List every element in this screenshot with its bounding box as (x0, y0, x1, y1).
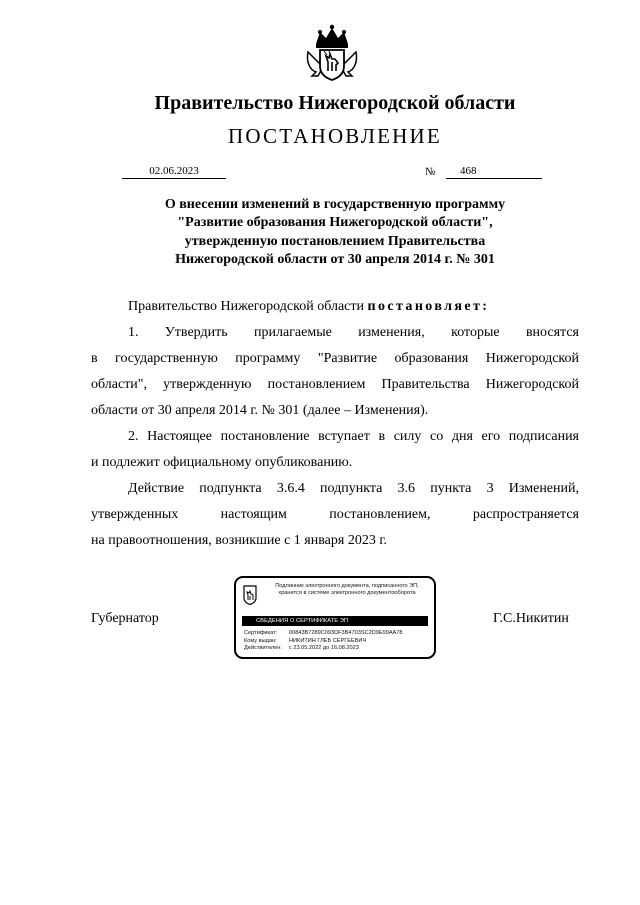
paragraph-line: и подлежит официальному опубликованию. (91, 455, 353, 470)
document-number: 468 (460, 165, 477, 177)
preamble-text: Правительство Нижегородской области (128, 299, 368, 314)
issued-label: Кому выдан: (244, 637, 277, 644)
cert-label: Сертификат: (244, 630, 278, 636)
coat-of-arms-emblem (302, 22, 362, 82)
paragraph-line: 2. Настоящее постановление вступает в силу со дня его подписания (128, 429, 579, 444)
stamp-details (244, 630, 403, 653)
paragraph-line: области от 30 апреля 2014 г. № 301 (далее – Изменения). (91, 403, 429, 418)
issued-value: НИКИТИН ГЛЕБ СЕРГЕЕВИЧ (289, 637, 367, 644)
paragraph-line: утвержденных настоящим постановлением, распространяется (91, 507, 579, 522)
paragraph-line: на правоотношения, возникшие с 1 января 2023 г. (91, 533, 387, 548)
stamp-title: СВЕДЕНИЯ О СЕРТИФИКАТЕ ЭП (242, 616, 428, 626)
preamble-resolves: постановляет: (367, 299, 490, 314)
valid-label: Действителен: (244, 645, 282, 652)
document-subject (0, 196, 640, 270)
electronic-signature-stamp (234, 576, 436, 659)
paragraph-line: в государственную программу "Развитие образования Нижегородской (91, 351, 579, 366)
signatory-position: Губернатор (91, 611, 159, 626)
paragraph-1 (91, 320, 579, 424)
subject-line: "Развитие образования Нижегородской области", (177, 215, 493, 231)
document-date: 02.06.2023 (122, 164, 226, 179)
document-number-line (446, 164, 542, 179)
signatory-name: Г.С.Никитин (493, 611, 569, 626)
number-label: № (425, 166, 436, 178)
paragraph-line: 1. Утвердить прилагаемые изменения, которые вносятся (128, 325, 579, 340)
organization-title: Правительство Нижегородской области (154, 92, 516, 114)
preamble (91, 294, 579, 320)
subject-line: Нижегородской области от 30 апреля 2014 г. № 301 (175, 252, 495, 268)
paragraph-line: области", утвержденную постановлением Правительства Нижегородской (91, 377, 579, 392)
cert-value: 00843B7289C093DF3B4703SC2D9E99AA78 (289, 630, 403, 636)
subject-line: О внесении изменений в государственную программу (164, 197, 506, 212)
subject-line: утвержденную постановлением Правительства (184, 233, 486, 249)
stamp-emblem-icon (243, 585, 257, 605)
valid-value: с 23.05.2022 до 16.08.2023 (289, 645, 359, 652)
document-type: ПОСТАНОВЛЕНИЕ (228, 124, 442, 148)
stamp-header: Подлинник электронного документа, подписанного ЭП, хранится в системе электронного документооборота (275, 583, 419, 596)
paragraph-line: Действие подпункта 3.6.4 подпункта 3.6 пункта 3 Изменений, (128, 481, 579, 496)
paragraph-2 (91, 424, 579, 476)
paragraph-3 (91, 476, 579, 554)
